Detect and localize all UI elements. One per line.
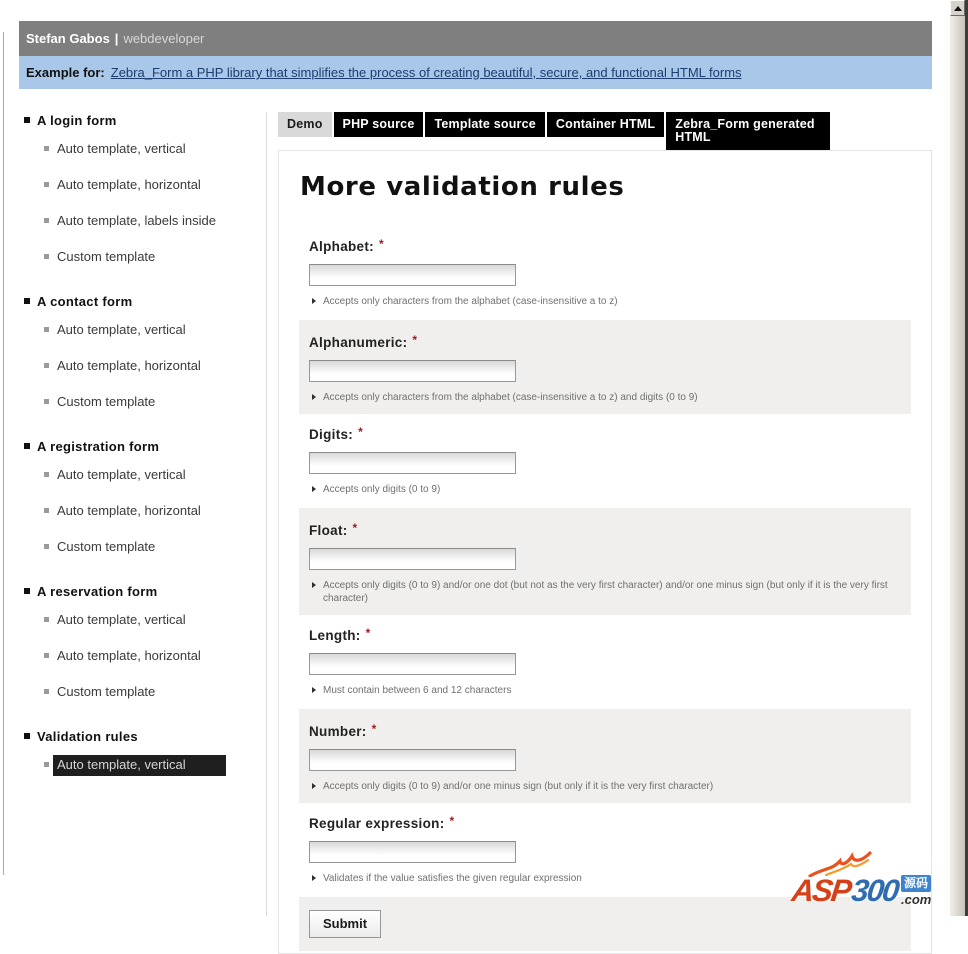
tab-template-source[interactable]: Template source — [425, 112, 544, 137]
page-left-edge — [3, 32, 4, 875]
sidebar-section-login-form — [19, 113, 261, 264]
form-row-length — [299, 617, 911, 707]
square-bullet-icon — [24, 443, 30, 449]
sidebar-item-registration-auto-horizontal[interactable]: Auto template, horizontal — [19, 504, 261, 518]
note-arrow-icon — [312, 783, 316, 789]
form-row-digits — [299, 416, 911, 506]
field-note: Accepts only digits (0 to 9) and/or one minus sign (but only if it is the very first character) — [309, 780, 901, 793]
note-arrow-icon — [312, 486, 316, 492]
watermark-cn-badge: 源码 — [901, 875, 931, 892]
sidebar-section-title: A registration form — [19, 439, 261, 454]
sidebar-section-registration-form — [19, 439, 261, 554]
main-content — [278, 112, 932, 954]
note-arrow-icon — [312, 687, 316, 693]
required-asterisk: * — [352, 521, 358, 535]
field-note: Accepts only digits (0 to 9) and/or one dot (but not as the very first character) and/or one minus sign (but only if it is the very first character) — [309, 579, 901, 605]
scroll-up-button[interactable] — [950, 0, 965, 16]
example-bar — [19, 56, 932, 89]
tab-php-source[interactable]: PHP source — [334, 112, 424, 137]
required-asterisk: * — [371, 722, 377, 736]
demo-panel — [278, 150, 932, 954]
note-arrow-icon — [312, 582, 316, 588]
submit-button[interactable]: Submit — [309, 910, 381, 938]
sidebar — [19, 113, 261, 802]
note-arrow-icon — [312, 394, 316, 400]
sidebar-section-contact-form — [19, 294, 261, 409]
sidebar-item-contact-custom-template[interactable]: Custom template — [19, 395, 261, 409]
site-header — [19, 21, 932, 56]
up-arrow-icon — [954, 6, 962, 11]
scrollbar-track[interactable] — [950, 16, 965, 916]
regular-expression-input[interactable] — [309, 841, 516, 863]
square-bullet-icon — [44, 617, 49, 622]
sidebar-item-contact-auto-vertical[interactable]: Auto template, vertical — [19, 323, 261, 337]
example-for-label: Example for: — [26, 65, 105, 80]
length-input[interactable] — [309, 653, 516, 675]
alphabet-input[interactable] — [309, 264, 516, 286]
asp300-watermark — [789, 854, 947, 916]
required-asterisk: * — [449, 814, 455, 828]
field-note: Accepts only characters from the alphabet (case-insensitive a to z) — [309, 295, 901, 308]
field-note: Accepts only characters from the alphabet (case-insensitive a to z) and digits (0 to 9) — [309, 391, 901, 404]
square-bullet-icon — [24, 588, 30, 594]
sidebar-section-title: A contact form — [19, 294, 261, 309]
tab-bar — [278, 112, 932, 150]
sidebar-section-reservation-form — [19, 584, 261, 699]
square-bullet-icon — [44, 544, 49, 549]
square-bullet-icon — [44, 689, 49, 694]
field-label: Digits: * — [309, 425, 364, 442]
sidebar-section-title: A login form — [19, 113, 261, 128]
watermark-com: .com — [901, 892, 932, 907]
sidebar-divider — [266, 112, 267, 916]
form-row-number — [299, 709, 911, 803]
form-row-alphanumeric — [299, 320, 911, 414]
sidebar-item-login-auto-vertical[interactable]: Auto template, vertical — [19, 142, 261, 156]
field-note: Must contain between 6 and 12 characters — [309, 684, 901, 697]
watermark-300: 300 — [849, 873, 900, 908]
sidebar-item-validation-auto-vertical[interactable]: Auto template, vertical — [19, 758, 261, 772]
field-note: Accepts only digits (0 to 9) — [309, 483, 901, 496]
sidebar-item-login-custom-template[interactable]: Custom template — [19, 250, 261, 264]
square-bullet-icon — [44, 254, 49, 259]
site-owner-subtitle: webdeveloper — [123, 31, 205, 46]
square-bullet-icon — [44, 182, 49, 187]
sidebar-section-title: Validation rules — [19, 729, 261, 744]
validation-form — [299, 228, 911, 951]
watermark-asp: ASP — [789, 873, 852, 908]
note-arrow-icon — [312, 298, 316, 304]
square-bullet-icon — [44, 472, 49, 477]
field-label: Number: * — [309, 722, 377, 739]
sidebar-item-registration-custom-template[interactable]: Custom template — [19, 540, 261, 554]
field-label: Length: * — [309, 626, 371, 643]
sidebar-section-title: A reservation form — [19, 584, 261, 599]
square-bullet-icon — [44, 399, 49, 404]
alphanumeric-input[interactable] — [309, 360, 516, 382]
sidebar-section-validation-rules — [19, 729, 261, 772]
float-input[interactable] — [309, 548, 516, 570]
tab-demo[interactable]: Demo — [278, 112, 332, 137]
square-bullet-icon — [24, 733, 30, 739]
required-asterisk: * — [358, 425, 364, 439]
number-input[interactable] — [309, 749, 516, 771]
square-bullet-icon — [44, 762, 49, 767]
zebra-form-link[interactable]: Zebra_Form a PHP library that simplifies the process of creating beautiful, secure, and functional HTML forms — [110, 65, 742, 80]
square-bullet-icon — [44, 218, 49, 223]
required-asterisk: * — [378, 237, 384, 251]
site-owner-name: Stefan Gabos — [26, 31, 110, 46]
form-row-float — [299, 508, 911, 615]
square-bullet-icon — [44, 146, 49, 151]
square-bullet-icon — [24, 298, 30, 304]
square-bullet-icon — [44, 508, 49, 513]
field-label: Float: * — [309, 521, 358, 538]
sidebar-item-reservation-custom-template[interactable]: Custom template — [19, 685, 261, 699]
form-row-alphabet — [299, 228, 911, 318]
vertical-scrollbar[interactable] — [950, 0, 965, 916]
square-bullet-icon — [44, 363, 49, 368]
field-label: Regular expression: * — [309, 814, 455, 831]
digits-input[interactable] — [309, 452, 516, 474]
field-label: Alphanumeric: * — [309, 333, 418, 350]
sidebar-item-contact-auto-horizontal[interactable]: Auto template, horizontal — [19, 359, 261, 373]
sidebar-item-reservation-auto-horizontal[interactable]: Auto template, horizontal — [19, 649, 261, 663]
tab-zebra-form-generated-html[interactable]: Zebra_Form generated HTML — [666, 112, 830, 150]
field-label: Alphabet: * — [309, 237, 384, 254]
square-bullet-icon — [44, 327, 49, 332]
sidebar-item-registration-auto-vertical[interactable]: Auto template, vertical — [19, 468, 261, 482]
tab-container-html[interactable]: Container HTML — [547, 112, 664, 137]
required-asterisk: * — [412, 333, 418, 347]
note-arrow-icon — [312, 875, 316, 881]
watermark-text — [790, 875, 934, 907]
header-separator: | — [114, 31, 119, 46]
sidebar-item-reservation-auto-vertical[interactable]: Auto template, vertical — [19, 613, 261, 627]
square-bullet-icon — [44, 653, 49, 658]
required-asterisk: * — [365, 626, 371, 640]
field-note: Validates if the value satisfies the given regular expression — [309, 872, 901, 885]
sidebar-item-login-labels-inside[interactable]: Auto template, labels inside — [19, 214, 261, 228]
sidebar-item-login-auto-horizontal[interactable]: Auto template, horizontal — [19, 178, 261, 192]
square-bullet-icon — [24, 117, 30, 123]
page-title: More validation rules — [300, 172, 625, 202]
